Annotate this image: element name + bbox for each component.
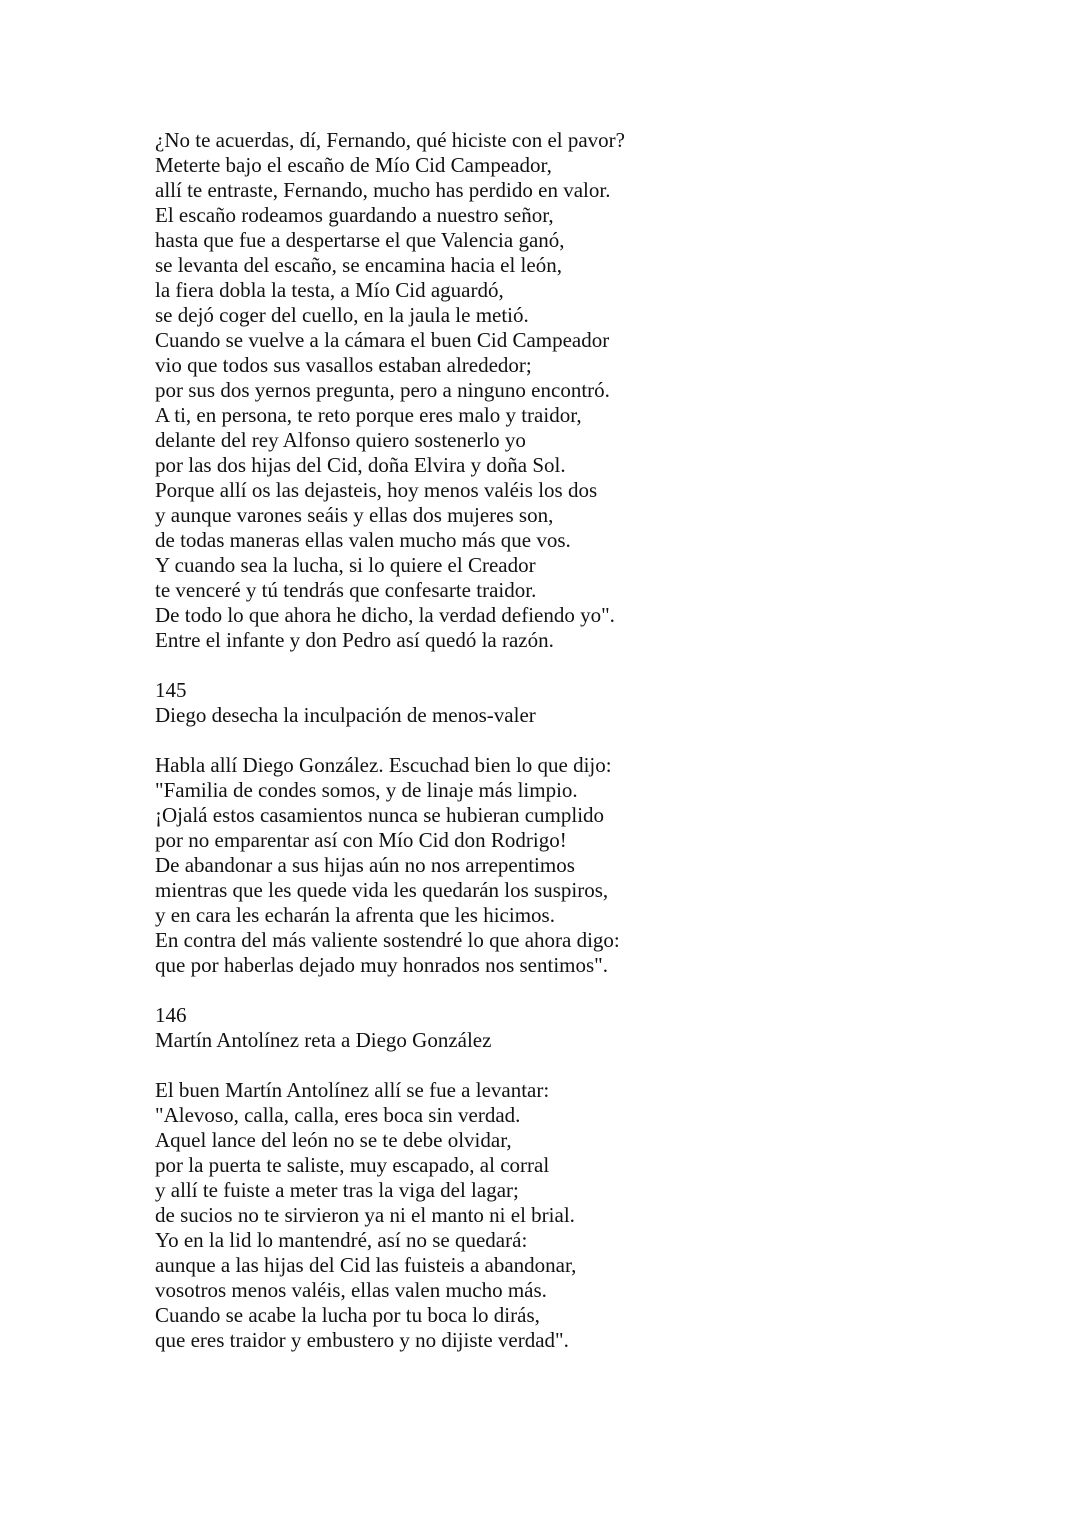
blank-line (155, 728, 1035, 753)
verse-line: De todo lo que ahora he dicho, la verdad defiendo yo". (155, 603, 615, 627)
verse-line: "Alevoso, calla, calla, eres boca sin verdad. (155, 1103, 521, 1127)
document-page (155, 128, 1035, 1353)
verse-line: Porque allí os las dejasteis, hoy menos valéis los dos (155, 478, 598, 502)
verse-line: de todas maneras ellas valen mucho más que vos. (155, 528, 571, 552)
verse-line: Cuando se vuelve a la cámara el buen Cid Campeador (155, 328, 610, 352)
section-145 (155, 678, 1035, 978)
verse-line: que eres traidor y embustero y no dijiste verdad". (155, 1328, 569, 1352)
verse-line: Aquel lance del león no se te debe olvidar, (155, 1128, 512, 1152)
section-146 (155, 1003, 1035, 1353)
verse-line: la fiera dobla la testa, a Mío Cid aguardó, (155, 278, 504, 302)
verse-line: Meterte bajo el escaño de Mío Cid Campeador, (155, 153, 552, 177)
verse-line: por sus dos yernos pregunta, pero a ninguno encontró. (155, 378, 610, 402)
verse-line: "Familia de condes somos, y de linaje más limpio. (155, 778, 578, 802)
verse-line: ¿No te acuerdas, dí, Fernando, qué hiciste con el pavor? (155, 128, 625, 152)
verse-line: vio que todos sus vasallos estaban alrededor; (155, 353, 532, 377)
verse-line: por las dos hijas del Cid, doña Elvira y doña Sol. (155, 453, 566, 477)
verse-line: Habla allí Diego González. Escuchad bien lo que dijo: (155, 753, 612, 777)
section-number: 146 (155, 1003, 187, 1027)
verse-line: hasta que fue a despertarse el que Valencia ganó, (155, 228, 565, 252)
verse-line: vosotros menos valéis, ellas valen mucho más. (155, 1278, 547, 1302)
verse-line: delante del rey Alfonso quiero sostenerlo yo (155, 428, 526, 452)
verse-line: allí te entraste, Fernando, mucho has perdido en valor. (155, 178, 611, 202)
verse-block-continuation (155, 128, 1035, 653)
verse-line: ¡Ojalá estos casamientos nunca se hubieran cumplido (155, 803, 605, 827)
section-number: 145 (155, 678, 187, 702)
verse-line: te venceré y tú tendrás que confesarte traidor. (155, 578, 537, 602)
section-heading: Diego desecha la inculpación de menos-valer (155, 703, 536, 727)
verse-line: que por haberlas dejado muy honrados nos sentimos". (155, 953, 608, 977)
verse-line: El escaño rodeamos guardando a nuestro señor, (155, 203, 554, 227)
verse-line: En contra del más valiente sostendré lo que ahora digo: (155, 928, 620, 952)
verse-line: De abandonar a sus hijas aún no nos arrepentimos (155, 853, 575, 877)
verse-line: por no emparentar así con Mío Cid don Rodrigo! (155, 828, 567, 852)
section-heading: Martín Antolínez reta a Diego González (155, 1028, 492, 1052)
verse-line: Yo en la lid lo mantendré, así no se quedará: (155, 1228, 528, 1252)
verse-line: se dejó coger del cuello, en la jaula le metió. (155, 303, 529, 327)
verse-line: mientras que les quede vida les quedarán los suspiros, (155, 878, 609, 902)
blank-line (155, 1053, 1035, 1078)
verse-line: de sucios no te sirvieron ya ni el manto ni el brial. (155, 1203, 575, 1227)
blank-line (155, 978, 1035, 1003)
verse-line: Cuando se acabe la lucha por tu boca lo dirás, (155, 1303, 540, 1327)
verse-line: El buen Martín Antolínez allí se fue a levantar: (155, 1078, 550, 1102)
verse-line: y allí te fuiste a meter tras la viga del lagar; (155, 1178, 519, 1202)
verse-line: A ti, en persona, te reto porque eres malo y traidor, (155, 403, 582, 427)
blank-line (155, 653, 1035, 678)
verse-line: Entre el infante y don Pedro así quedó la razón. (155, 628, 554, 652)
verse-line: y aunque varones seáis y ellas dos mujeres son, (155, 503, 554, 527)
verse-line: Y cuando sea la lucha, si lo quiere el Creador (155, 553, 536, 577)
verse-line: se levanta del escaño, se encamina hacia el león, (155, 253, 562, 277)
verse-line: aunque a las hijas del Cid las fuisteis a abandonar, (155, 1253, 577, 1277)
verse-line: por la puerta te saliste, muy escapado, al corral (155, 1153, 550, 1177)
verse-line: y en cara les echarán la afrenta que les hicimos. (155, 903, 555, 927)
